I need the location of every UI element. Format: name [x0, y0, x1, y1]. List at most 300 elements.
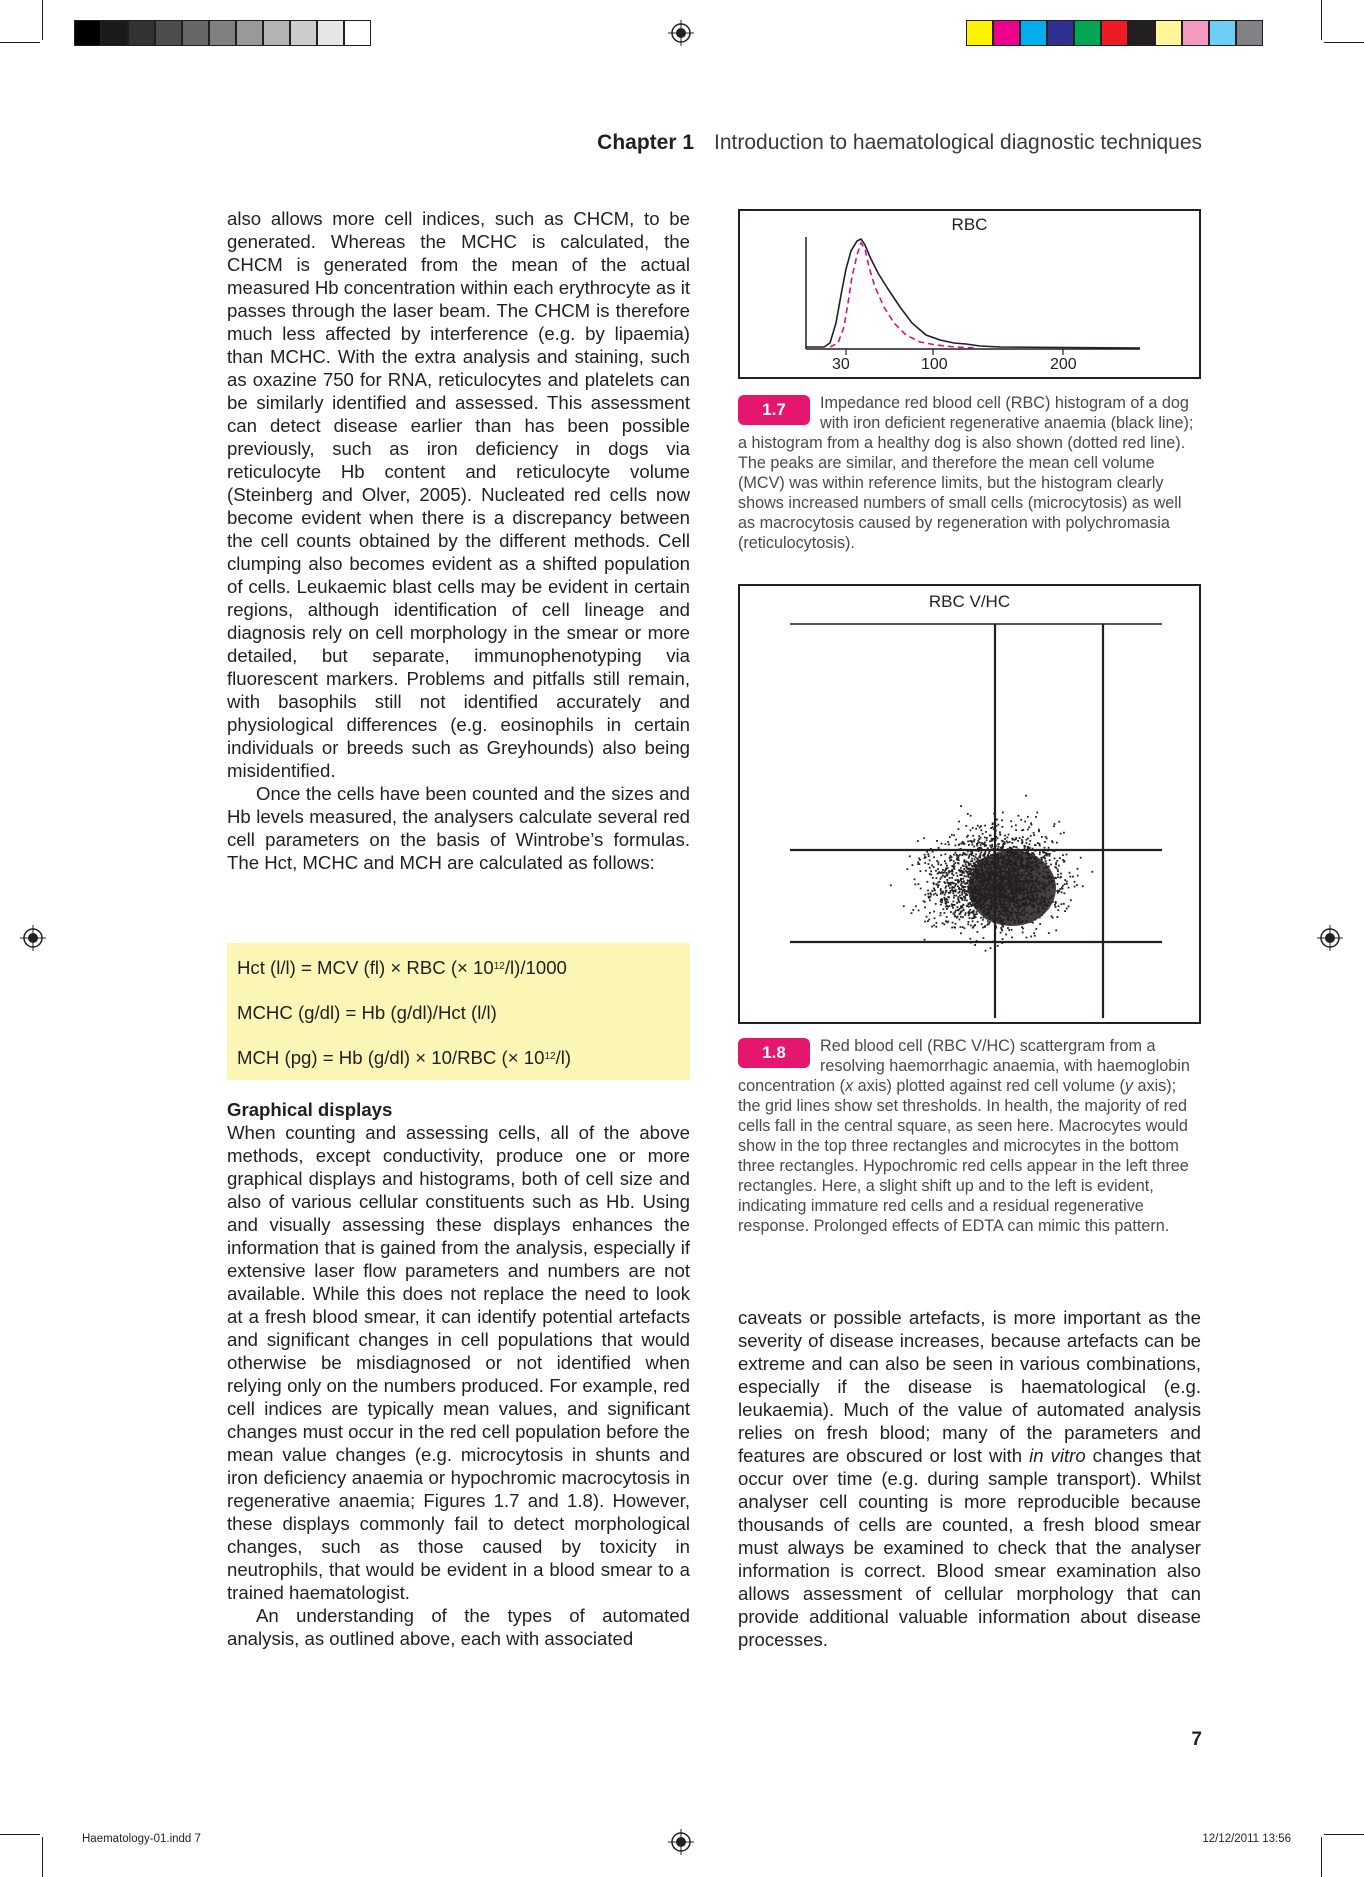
- cell-dot: [960, 926, 962, 928]
- cell-dot: [1050, 864, 1052, 866]
- cell-dot: [1021, 842, 1023, 844]
- cell-dot: [970, 925, 972, 927]
- cell-dot: [962, 926, 964, 928]
- color-swatch: [290, 20, 317, 46]
- cell-dot: [1001, 942, 1003, 944]
- cell-dot: [923, 837, 925, 839]
- cell-dot: [1070, 899, 1072, 901]
- formula-box: [227, 943, 690, 1080]
- cell-dot: [949, 860, 951, 862]
- cell-dot: [1063, 832, 1065, 834]
- cell-dot: [956, 859, 958, 861]
- color-swatch: [1155, 20, 1182, 46]
- cell-dot: [977, 921, 979, 923]
- cell-dot: [993, 828, 995, 830]
- cell-dot: [954, 914, 956, 916]
- cell-dot: [958, 859, 960, 861]
- cell-dot: [933, 866, 935, 868]
- cell-dot: [1054, 858, 1056, 860]
- cell-dot: [1064, 860, 1066, 862]
- cell-dot: [971, 850, 973, 852]
- cell-dot: [929, 912, 931, 914]
- cell-dot: [972, 827, 974, 829]
- cell-dot: [1045, 860, 1047, 862]
- cell-dot: [1026, 839, 1028, 841]
- cell-dot: [952, 922, 954, 924]
- left-text-column-lower: [227, 1098, 690, 1650]
- cell-dot: [996, 825, 998, 827]
- cell-dot: [952, 890, 954, 892]
- cell-dot: [931, 890, 933, 892]
- cell-dot: [955, 879, 957, 881]
- cell-dot: [906, 868, 908, 870]
- cell-dot: [963, 909, 965, 911]
- cell-dot: [954, 885, 956, 887]
- cell-dot: [965, 912, 967, 914]
- cell-dot: [991, 846, 993, 848]
- cell-dot: [1027, 846, 1029, 848]
- cell-dot: [963, 904, 965, 906]
- cell-dot: [997, 848, 999, 850]
- formula-hct: Hct (l/l) = MCV (fl) × RBC (× $10^{12}/l)/1000$: [237, 957, 567, 978]
- cell-dot: [1064, 892, 1066, 894]
- cell-dot: [957, 875, 959, 877]
- formula-mch: MCH (pg) = Hb (g/dl) × 10/RBC (× $10^{12}/l$): [237, 1047, 572, 1068]
- cell-dot: [1035, 844, 1037, 846]
- cell-dot: [977, 825, 979, 827]
- cell-dot: [971, 854, 973, 856]
- cell-dot: [953, 854, 955, 856]
- cell-dot: [953, 897, 955, 899]
- cell-dot: [1002, 826, 1004, 828]
- cell-dot: [911, 912, 913, 914]
- cell-dot: [984, 842, 986, 844]
- cell-dot: [1007, 848, 1009, 850]
- cell-dot: [971, 918, 973, 920]
- cell-dot: [1055, 929, 1057, 931]
- cell-dot: [944, 924, 946, 926]
- cell-dot: [1057, 916, 1059, 918]
- cell-dot: [1055, 867, 1057, 869]
- cell-dot: [945, 853, 947, 855]
- cell-dot: [951, 903, 953, 905]
- cell-dot: [942, 875, 944, 877]
- cell-dot: [1062, 888, 1064, 890]
- cell-dot: [958, 863, 960, 865]
- color-swatch: [128, 20, 155, 46]
- cell-dot: [950, 911, 952, 913]
- cell-dot: [960, 867, 962, 869]
- cell-dot: [947, 841, 949, 843]
- cell-dot: [1013, 846, 1015, 848]
- cell-dot: [956, 854, 958, 856]
- cell-dot: [989, 840, 991, 842]
- cell-dot: [949, 877, 951, 879]
- cell-dot: [929, 899, 931, 901]
- color-swatch: [236, 20, 263, 46]
- cell-dot: [1064, 879, 1066, 881]
- cell-dot: [1044, 852, 1046, 854]
- cell-dot: [968, 921, 970, 923]
- cell-dot: [989, 845, 991, 847]
- cell-dot: [960, 888, 962, 890]
- cell-dot: [994, 849, 996, 851]
- right-text-column: [738, 1306, 1201, 1651]
- cell-dot: [946, 881, 948, 883]
- cell-dot: [964, 896, 966, 898]
- cell-dot: [1058, 905, 1060, 907]
- cell-dot: [958, 821, 960, 823]
- cell-dot: [914, 884, 916, 886]
- cell-dot: [933, 925, 935, 927]
- cell-dot: [971, 841, 973, 843]
- cell-dot: [940, 888, 942, 890]
- cell-dot: [991, 838, 993, 840]
- cell-dot: [1047, 850, 1049, 852]
- cell-dot: [938, 848, 940, 850]
- cell-dot: [981, 851, 983, 853]
- cell-dot: [928, 855, 930, 857]
- cell-dot: [958, 892, 960, 894]
- cell-dot: [999, 849, 1001, 851]
- cell-dot: [934, 889, 936, 891]
- cell-dot: [930, 892, 932, 894]
- cell-dot: [1064, 883, 1066, 885]
- cell-dot: [968, 857, 970, 859]
- cell-dot: [1057, 868, 1059, 870]
- cell-dot: [955, 883, 957, 885]
- cell-dot: [975, 916, 977, 918]
- cell-dot: [927, 893, 929, 895]
- cell-dot: [986, 837, 988, 839]
- cell-dot: [968, 873, 970, 875]
- cell-dot: [1046, 838, 1048, 840]
- cell-dot: [960, 878, 962, 880]
- cell-dot: [1060, 873, 1062, 875]
- cell-dot: [960, 916, 962, 918]
- cell-dot: [1000, 932, 1002, 934]
- cell-dot: [962, 843, 964, 845]
- cell-dot: [1011, 937, 1013, 939]
- cell-dot: [1064, 910, 1066, 912]
- body-paragraph: also allows more cell indices, such as CHCM, to be generated. Whereas the MCHC is calculated, the CHCM is generated from the mean of the actual measured Hb concentration within each erythrocyte as it passes through the laser beam. The CHCM is therefore much less affected by interference (e.g. by lipaemia) than MCHC. With the extra analysis and staining, such as oxazine 750 for RNA, reticulocytes and platelets can be similarly identified and assessed. This assessment can detect disease earlier than has been possible previously, such as iron deficiency in dogs via reticulocyte Hb content and reticulocyte volume (Steinberg and Olver, 2005). Nucleated red cells now become evident when there is a discrepancy between the cell counts obtained by the different methods. Cell clumping also becomes evident as a shifted population of cells. Leukaemic blast cells may be evident in certain regions, although identification of cell lineage and diagnosis rely on cell morphology in the smear or more detailed, but separate, immunophenotyping via fluorescent markers. Problems and pitfalls still remain, with basophils still not identified accurately and physiological differences (e.g. eosinophils in certain individuals or breeds such as Greyhounds) also being misidentified.: [227, 208, 691, 781]
- cell-dot: [1057, 870, 1059, 872]
- cell-dot: [1024, 849, 1026, 851]
- cell-dot: [985, 851, 987, 853]
- cell-dot: [1002, 926, 1004, 928]
- cell-dot: [1025, 795, 1027, 797]
- cell-dot: [961, 894, 963, 896]
- cell-dot: [1019, 837, 1021, 839]
- cell-dot: [1024, 847, 1026, 849]
- cell-dot: [1020, 819, 1022, 821]
- body-paragraph: An understanding of the types of automated analysis, as outlined above, each with associated: [227, 1605, 690, 1649]
- cell-dot: [989, 835, 991, 837]
- cell-dot: [966, 867, 968, 869]
- cell-dot: [964, 899, 966, 901]
- cell-dot: [948, 844, 950, 846]
- cell-dot: [1011, 842, 1013, 844]
- left-text-column: [227, 207, 690, 874]
- cell-dot: [995, 839, 997, 841]
- cell-dot: [945, 886, 947, 888]
- slug-date: 12/12/2011 13:56: [1202, 1833, 1291, 1845]
- cell-dot: [992, 823, 994, 825]
- cell-dot: [1015, 829, 1017, 831]
- cell-dot: [1033, 834, 1035, 836]
- cell-dot: [954, 926, 956, 928]
- cell-dot: [976, 940, 978, 942]
- cell-dot: [965, 870, 967, 872]
- cell-dot: [1060, 876, 1062, 878]
- cell-dot: [949, 857, 951, 859]
- cell-dot: [955, 910, 957, 912]
- cell-dot: [1022, 928, 1024, 930]
- cell-dot: [962, 841, 964, 843]
- cell-dot: [1048, 932, 1050, 934]
- cell-dot: [978, 840, 980, 842]
- cell-dot: [983, 937, 985, 939]
- cell-dot: [1052, 850, 1054, 852]
- cell-dot: [979, 855, 981, 857]
- cell-dot: [936, 894, 938, 896]
- cell-dot: [965, 863, 967, 865]
- cell-dot: [951, 869, 953, 871]
- cell-dot: [1017, 840, 1019, 842]
- cell-dot: [1043, 857, 1045, 859]
- figure-1-7-histogram: [738, 209, 1201, 379]
- cell-dot: [1057, 876, 1059, 878]
- cell-dot: [949, 882, 951, 884]
- cell-dot: [924, 862, 926, 864]
- cell-dot: [1034, 935, 1036, 937]
- cell-dot: [995, 830, 997, 832]
- color-swatch: [155, 20, 182, 46]
- cell-dot: [952, 871, 954, 873]
- cell-dot: [929, 867, 931, 869]
- cell-dot: [1026, 849, 1028, 851]
- cell-dot: [1072, 876, 1074, 878]
- cell-dot: [1063, 903, 1065, 905]
- color-swatch: [317, 20, 344, 46]
- cell-dot: [967, 923, 969, 925]
- color-swatch: [1047, 20, 1074, 46]
- cell-dot: [903, 905, 905, 907]
- cell-dot: [977, 931, 979, 933]
- cell-dot: [1030, 835, 1032, 837]
- figure-number-badge: 1.8: [738, 1038, 810, 1068]
- cell-dot: [1014, 839, 1016, 841]
- cell-dot: [978, 838, 980, 840]
- cell-dot: [930, 848, 932, 850]
- cell-dot: [955, 845, 957, 847]
- cell-dot: [1044, 847, 1046, 849]
- cell-dot: [954, 915, 956, 917]
- cell-dot: [1001, 930, 1003, 932]
- cell-dot: [890, 884, 892, 886]
- cell-dot: [1027, 816, 1029, 818]
- cell-dot: [1039, 849, 1041, 851]
- cell-dot: [941, 899, 943, 901]
- cell-dot: [1066, 881, 1068, 883]
- cell-dot: [1056, 860, 1058, 862]
- cell-dot: [990, 827, 992, 829]
- cell-dot: [969, 903, 971, 905]
- cell-dot: [935, 926, 937, 928]
- cell-dot: [1032, 848, 1034, 850]
- cell-dot: [993, 941, 995, 943]
- figure-1-8-caption: [738, 1036, 1201, 1236]
- cell-dot: [926, 851, 928, 853]
- cell-dot: [1022, 829, 1024, 831]
- cell-dot: [942, 869, 944, 871]
- cell-dot: [917, 863, 919, 865]
- cell-dot: [943, 897, 945, 899]
- cell-dot: [1005, 934, 1007, 936]
- cell-dot: [1054, 904, 1056, 906]
- cell-dot: [966, 861, 968, 863]
- cell-dot: [909, 855, 911, 857]
- cell-dot: [964, 892, 966, 894]
- cell-dot: [993, 813, 995, 815]
- cell-dot: [951, 927, 953, 929]
- cell-dot: [961, 892, 963, 894]
- cell-dot: [955, 895, 957, 897]
- cell-dot: [997, 824, 999, 826]
- cell-dot: [953, 867, 955, 869]
- cell-dot: [976, 843, 978, 845]
- cell-dot: [944, 876, 946, 878]
- x-tick-label: 200: [1050, 356, 1077, 373]
- color-swatch: [344, 20, 371, 46]
- cell-dot: [1077, 868, 1079, 870]
- cell-dot: [948, 872, 950, 874]
- cell-dot: [938, 871, 940, 873]
- cell-dot: [953, 874, 955, 876]
- x-tick-label: 30: [832, 356, 850, 373]
- cell-dot: [984, 852, 986, 854]
- body-paragraph: caveats or possible artefacts, is more important as the severity of disease increases, because artefacts can be extreme and can also be seen in various combinations, especially if the disease is haematological (e.g. leukaemia). Much of the value of automated analysis relies on fresh blood; many of the parameters and features are obscured or lost with in vitro changes that occur over time (e.g. during sample transport). Whilst analyser cell counting is more reproducible because thousands of cells are counted, a fresh blood smear must always be examined to check that the analyser information is correct. Blood smear examination also allows assessment of cellular morphology that can provide additional valuable information about disease processes.: [738, 1307, 1201, 1650]
- cell-dot: [944, 860, 946, 862]
- cell-dot: [1048, 847, 1050, 849]
- cell-dot: [1015, 846, 1017, 848]
- cell-dot: [964, 859, 966, 861]
- cell-dot: [1060, 833, 1062, 835]
- color-swatch: [209, 20, 236, 46]
- cell-dot: [952, 907, 954, 909]
- cell-dot: [1037, 842, 1039, 844]
- cell-dot: [976, 913, 978, 915]
- cell-dot: [970, 829, 972, 831]
- cell-dot: [969, 871, 971, 873]
- cell-dot: [1062, 854, 1064, 856]
- cell-dot: [984, 926, 986, 928]
- cell-dot: [997, 945, 999, 947]
- cell-dot: [1024, 821, 1026, 823]
- cell-dot: [969, 917, 971, 919]
- formula-mchc: MCHC (g/dl) = Hb (g/dl)/Hct (l/l): [237, 1002, 497, 1023]
- cell-dot: [932, 877, 934, 879]
- caption-text: Red blood cell (RBC V/HC) scattergram from a resolving haemorrhagic anaemia, with haemoglobin concentration (x axis) plotted against red cell volume (y axis); the grid lines show set thresholds. In health, the majority of red cells fall in the central square, as seen here. Macrocytes would show in the top three rectangles and microcytes in the bottom three rectangles. Hypochromic red cells appear in the left three rectangles. Here, a slight shift up and to the left is evident, indicating immature red cells and a residual regenerative response. Prolonged effects of EDTA can mimic this pattern.: [738, 1037, 1190, 1235]
- cell-dot: [995, 927, 997, 929]
- cell-dot: [951, 834, 953, 836]
- cell-dot: [1044, 841, 1046, 843]
- cell-dot: [972, 844, 974, 846]
- cell-dot: [923, 900, 925, 902]
- cell-dot: [959, 843, 961, 845]
- cell-dot: [936, 840, 938, 842]
- cell-dot: [942, 891, 944, 893]
- cell-dot: [1045, 836, 1047, 838]
- cell-dot: [1066, 854, 1068, 856]
- cell-dot: [944, 912, 946, 914]
- cell-dot: [982, 855, 984, 857]
- cell-dot: [973, 855, 975, 857]
- cell-dot: [963, 880, 965, 882]
- cell-dot: [966, 836, 968, 838]
- cell-dot: [920, 888, 922, 890]
- cell-dot: [968, 914, 970, 916]
- cell-dot: [972, 869, 974, 871]
- cell-dot: [928, 863, 930, 865]
- cell-dot: [941, 876, 943, 878]
- cell-dot: [959, 895, 961, 897]
- cell-dot: [958, 828, 960, 830]
- cell-dot: [925, 870, 927, 872]
- cell-dot: [987, 920, 989, 922]
- cell-dot: [940, 904, 942, 906]
- cell-dot: [961, 881, 963, 883]
- cell-dot: [1021, 849, 1023, 851]
- cell-dot: [918, 883, 920, 885]
- cell-dot: [979, 842, 981, 844]
- cell-dot: [940, 878, 942, 880]
- cell-dot: [1034, 850, 1036, 852]
- cell-dot: [927, 890, 929, 892]
- cell-dot: [1062, 885, 1064, 887]
- cell-dot: [1026, 937, 1028, 939]
- cell-dot: [915, 905, 917, 907]
- cell-dot: [940, 915, 942, 917]
- cell-dot: [985, 831, 987, 833]
- cell-dot: [970, 912, 972, 914]
- cell-dot: [957, 916, 959, 918]
- cell-dot: [935, 903, 937, 905]
- cell-dot: [928, 897, 930, 899]
- cell-dot: [1057, 883, 1059, 885]
- body-paragraph: When counting and assessing cells, all of the above methods, except conductivity, produce one or more graphical displays and histograms, both of cell size and also of various cellular constituents such as Hb. Using and visually assessing these displays enhances the information that is gained from the analysis, especially if extensive laser flow parameters and numbers are not available. While this does not replace the need to look at a fresh blood smear, it can identify potential artefacts and significant changes in cell populations that would otherwise be misdiagnosed or not identified when relying only on the numbers produced. For example, red cell indices are typically mean values, and significant changes must occur in the red cell population before the mean value changes (e.g. microcytosis in shunts and iron deficiency anaemia or hypochromic macrocytosis in regenerative anaemia; Figures 1.7 and 1.8). However, these displays commonly fail to detect morphological changes, such as those caused by toxicity in neutrophils, that would be evident in a blood smear to a trained haematologist.: [227, 1122, 690, 1603]
- cell-dot: [1036, 812, 1038, 814]
- cell-dot: [976, 911, 978, 913]
- cell-dot: [947, 899, 949, 901]
- cell-dot: [965, 893, 967, 895]
- histogram-title: RBC: [951, 215, 988, 234]
- cell-dot: [958, 849, 960, 851]
- cell-dot: [936, 877, 938, 879]
- cell-dot: [1029, 843, 1031, 845]
- cell-dot: [962, 878, 964, 880]
- registration-mark-icon: [1317, 925, 1343, 951]
- cell-dot: [933, 888, 935, 890]
- cell-dot: [1030, 822, 1032, 824]
- cell-dot: [941, 843, 943, 845]
- cell-dot: [1001, 840, 1003, 842]
- cell-dot: [957, 879, 959, 881]
- cell-dot: [927, 853, 929, 855]
- cell-dot: [957, 898, 959, 900]
- cell-dot: [977, 848, 979, 850]
- registration-mark-icon: [20, 925, 46, 951]
